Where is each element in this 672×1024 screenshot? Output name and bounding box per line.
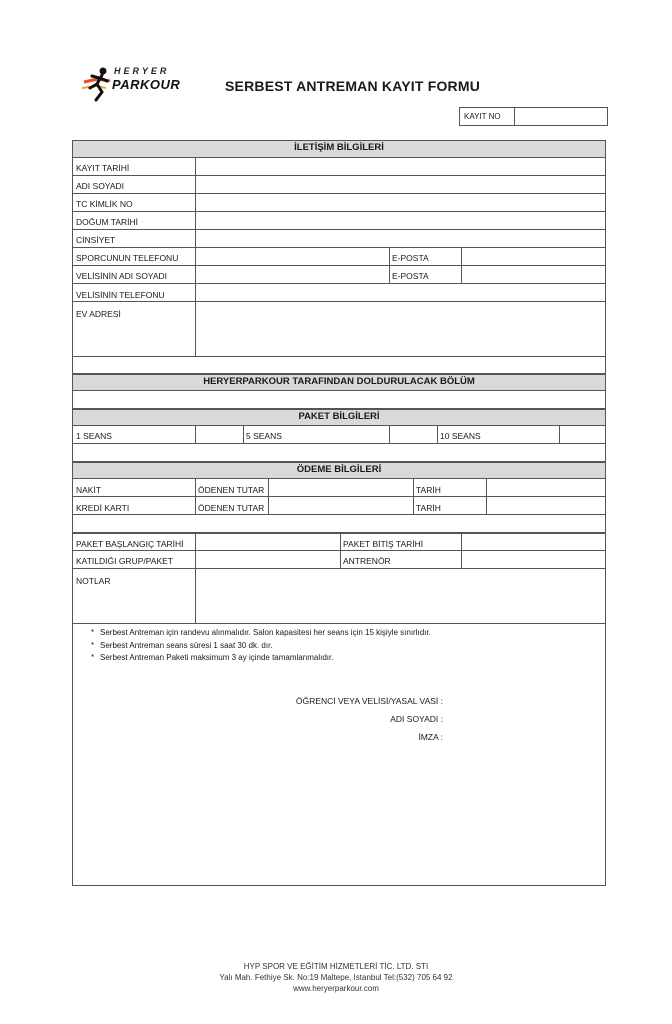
section-header-iletisim bbox=[73, 141, 605, 158]
section-title-odeme: ÖDEME BİLGİLERİ bbox=[296, 464, 382, 475]
spacer-row bbox=[73, 515, 605, 533]
row-adi-soyadi[interactable] bbox=[73, 176, 605, 194]
spacer-row bbox=[73, 444, 605, 462]
row-dogum-tarihi[interactable] bbox=[73, 212, 605, 230]
row-cinsiyet[interactable] bbox=[73, 230, 605, 248]
row-nakit[interactable] bbox=[73, 479, 605, 497]
label-imza-adi-soyadi: ADI SOYADI : bbox=[390, 714, 443, 724]
row-notlar[interactable] bbox=[73, 569, 605, 624]
row-kayit-tarihi[interactable] bbox=[73, 158, 605, 176]
footer-web: www.heryerparkour.com bbox=[293, 984, 379, 993]
label-imza: İMZA : bbox=[418, 732, 443, 742]
brand-logo bbox=[80, 66, 190, 106]
label-sporcu-telefon: SPORCUNUN TELEFONU bbox=[76, 253, 179, 263]
footer-company: HYP SPOR VE EĞİTİM HİZMETLERİ TİC. LTD. STI bbox=[243, 962, 429, 971]
runner-icon bbox=[80, 66, 114, 106]
note-item: * Serbest Antreman Paketi maksimum 3 ay içinde tamamlanmalıdır. bbox=[91, 652, 431, 665]
row-paket-tarihleri[interactable] bbox=[73, 533, 605, 551]
section-title-iletisim: İLETİŞİM BİLGİLERİ bbox=[294, 142, 384, 153]
label-notlar: NOTLAR bbox=[76, 576, 111, 586]
label-odenen-tutar-nakit: ÖDENEN TUTAR bbox=[198, 485, 265, 495]
kayit-no-field[interactable] bbox=[515, 108, 607, 125]
section-header-odeme bbox=[73, 462, 605, 479]
section-title-heryer: HERYERPARKOUR TARAFINDAN DOLDURULACAK BÖLÜM bbox=[203, 376, 475, 387]
label-kredi-karti: KREDİ KARTI bbox=[76, 503, 130, 513]
form-frame bbox=[72, 140, 606, 886]
logo-word-parkour: PARKOUR bbox=[112, 77, 181, 92]
label-seans-1: 1 SEANS bbox=[76, 431, 112, 441]
label-ev-adresi: EV ADRESİ bbox=[76, 309, 121, 319]
label-tc-kimlik: TC KİMLİK NO bbox=[76, 199, 133, 209]
label-nakit: NAKİT bbox=[76, 485, 102, 495]
label-ogrenci-veli: ÖĞRENCİ VEYA VELİSİ/YASAL VASİ : bbox=[295, 696, 443, 706]
row-veli-adi[interactable] bbox=[73, 266, 605, 284]
label-seans-10: 10 SEANS bbox=[440, 431, 481, 441]
kayit-no-box bbox=[459, 107, 608, 126]
label-veli-telefon: VELİSİNİN TELEFONU bbox=[76, 290, 165, 300]
form-title: SERBEST ANTREMAN KAYIT FORMU bbox=[225, 78, 481, 94]
row-kredi-karti[interactable] bbox=[73, 497, 605, 515]
note-item: * Serbest Antreman seans süresi 1 saat 30 dk. dır. bbox=[91, 640, 431, 653]
footer-address: Yalı Mah. Fethiye Sk. No:19 Maltepe, Istanbul Tel:(532) 705 64 92 bbox=[219, 973, 453, 982]
label-eposta: E-POSTA bbox=[392, 253, 429, 263]
row-tc-kimlik[interactable] bbox=[73, 194, 605, 212]
label-veli-eposta: E-POSTA bbox=[392, 271, 429, 281]
label-odenen-tutar-kredi: ÖDENEN TUTAR bbox=[198, 503, 265, 513]
note-item: * Serbest Antreman için randevu alınmalıdır. Salon kapasitesi her seans için 15 kişiyle sınırlıdır. bbox=[91, 627, 431, 640]
label-dogum-tarihi: DOĞUM TARİHİ bbox=[76, 217, 139, 227]
logo-word-heryer: HERYER bbox=[114, 66, 170, 76]
label-tarih-kredi: TARİH bbox=[416, 503, 441, 513]
label-kayit-tarihi: KAYIT TARİHİ bbox=[76, 163, 130, 173]
label-baslangic: PAKET BAŞLANGIÇ TARİHİ bbox=[76, 539, 184, 549]
notes-list bbox=[91, 627, 431, 665]
row-seans[interactable] bbox=[73, 426, 605, 444]
label-grup: KATILDIĞI GRUP/PAKET bbox=[76, 556, 173, 566]
row-ev-adresi[interactable] bbox=[73, 302, 605, 357]
row-sporcu-telefon[interactable] bbox=[73, 248, 605, 266]
section-title-paket: PAKET BİLGİLERİ bbox=[298, 411, 380, 422]
label-bitis: PAKET BİTİŞ TARİHİ bbox=[343, 539, 424, 549]
label-veli-adi: VELİSİNİN ADI SOYADI bbox=[76, 271, 168, 281]
label-cinsiyet: CİNSİYET bbox=[76, 235, 116, 245]
footer bbox=[0, 961, 672, 994]
row-grup-antrenor[interactable] bbox=[73, 551, 605, 569]
row-veli-telefon[interactable] bbox=[73, 284, 605, 302]
section-header-heryer bbox=[73, 374, 605, 391]
spacer-row bbox=[73, 391, 605, 409]
label-seans-5: 5 SEANS bbox=[246, 431, 282, 441]
label-adi-soyadi: ADI SOYADI bbox=[76, 181, 125, 191]
kayit-no-label: KAYIT NO bbox=[460, 108, 515, 125]
label-antrenor: ANTRENÖR bbox=[343, 556, 391, 566]
label-tarih-nakit: TARİH bbox=[416, 485, 441, 495]
spacer-row bbox=[73, 357, 605, 374]
section-header-paket bbox=[73, 409, 605, 426]
